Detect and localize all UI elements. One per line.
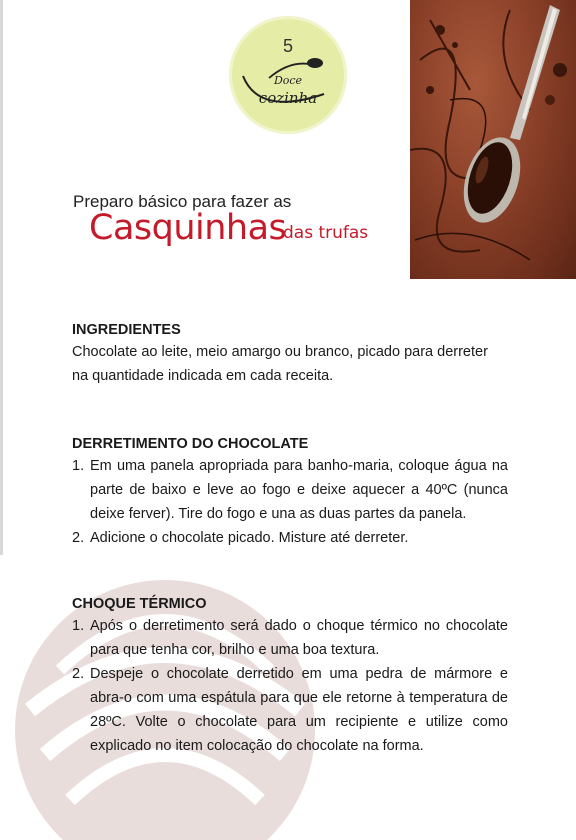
ingredients-section bbox=[72, 322, 508, 388]
step-text: Adicione o chocolate picado. Misture até derreter. bbox=[90, 530, 409, 546]
thermal-shock-heading: CHOQUE TÉRMICO bbox=[72, 596, 207, 612]
ingredients-text: Chocolate ao leite, meio amargo ou branco, picado para derreter na quantidade indicada em cada receita. bbox=[72, 344, 488, 384]
step-number: 1. bbox=[72, 458, 85, 474]
thermal-shock-section bbox=[72, 596, 508, 758]
logo-badge bbox=[229, 16, 347, 134]
melting-steps bbox=[72, 454, 508, 550]
list-item bbox=[72, 662, 508, 758]
logo-text-doce: Doce bbox=[273, 74, 303, 87]
list-item bbox=[72, 526, 508, 550]
step-number: 2. bbox=[72, 530, 85, 546]
melting-heading: DERRETIMENTO DO CHOCOLATE bbox=[72, 436, 309, 452]
step-text: Despeje o chocolate derretido em uma pedra de mármore e abra-o com uma espátula para que ele retorne à temperatura de 28ºC. Volte o chocolate para um recipiente e utilize como explicado no item colocação do chocolate na forma. bbox=[90, 666, 508, 754]
melting-section bbox=[72, 436, 508, 550]
step-text: Em uma panela apropriada para banho-maria, coloque água na parte de baixo e leve ao fogo e deixe aquecer a 40ºC (nunca deixe ferver). Tire do fogo e una as duas partes da panela. bbox=[90, 458, 508, 522]
thermal-shock-steps bbox=[72, 614, 508, 758]
page-title: Casquinhas bbox=[89, 208, 287, 248]
left-margin-rule bbox=[0, 0, 3, 555]
list-item bbox=[72, 454, 508, 526]
chocolate-spoon-photo bbox=[410, 0, 576, 279]
step-text: Após o derretimento será dado o choque térmico no chocolate para que tenha cor, brilho e uma boa textura. bbox=[90, 618, 508, 658]
step-number: 2. bbox=[72, 666, 85, 682]
page-subtitle: Preparo básico para fazer as bbox=[73, 192, 292, 211]
ingredients-heading: INGREDIENTES bbox=[72, 322, 181, 338]
list-item bbox=[72, 614, 508, 662]
step-number: 1. bbox=[72, 618, 85, 634]
page-title-suffix: das trufas bbox=[283, 223, 369, 243]
logo-text-cozinha: cozinha bbox=[258, 89, 318, 107]
page-number: 5 bbox=[282, 36, 293, 56]
spoon-illustration bbox=[410, 0, 576, 279]
